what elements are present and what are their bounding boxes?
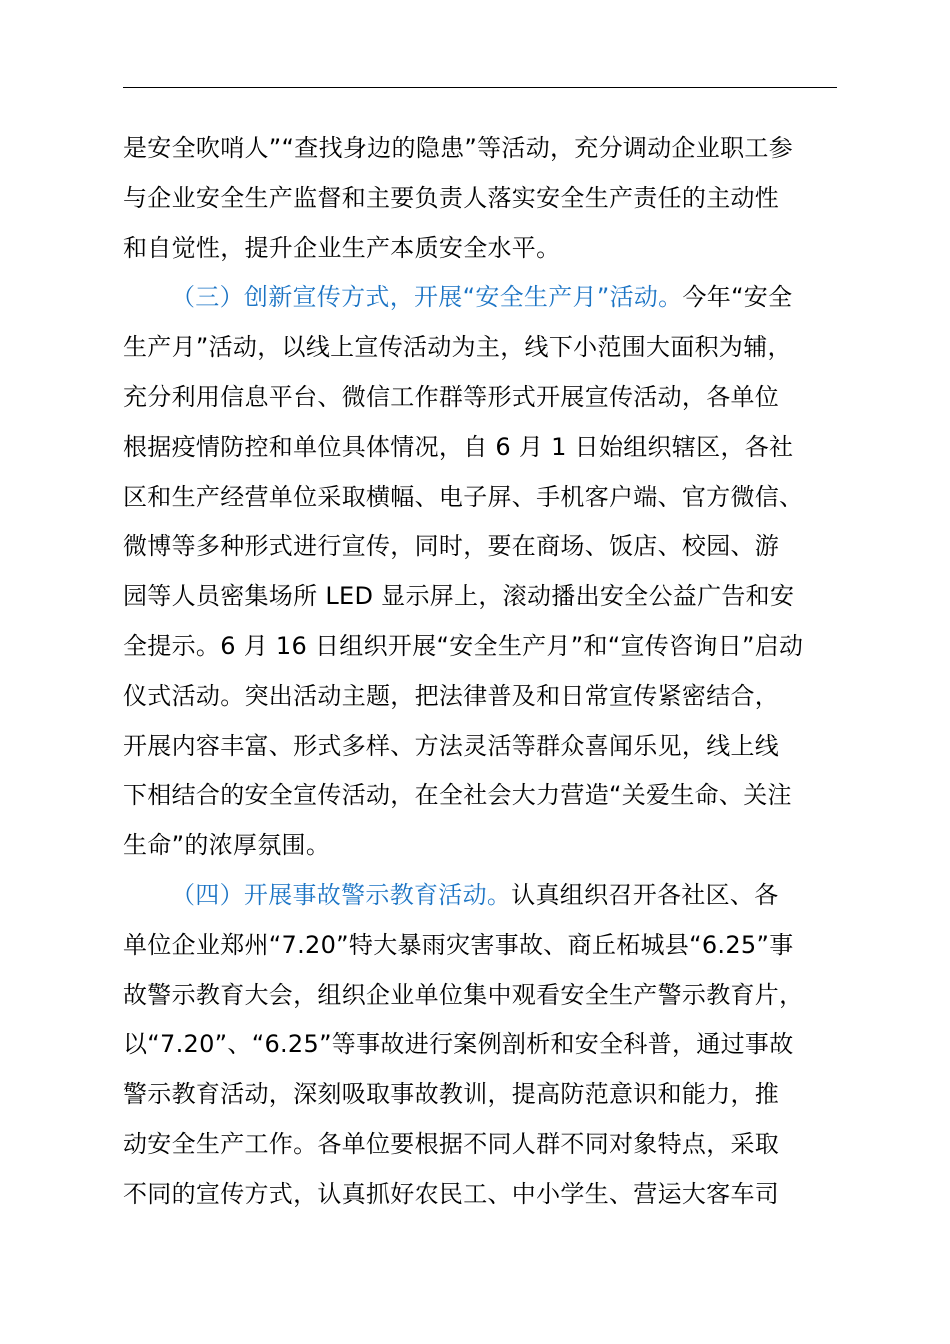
text-line: 不同的宣传方式，认真抓好农民工、中小学生、营运大客车司 (123, 1179, 780, 1208)
text-line: 充分利用信息平台、微信工作群等形式开展宣传活动，各单位 (123, 382, 780, 411)
text-line: 生产月”活动，以线上宣传活动为主，线下小范围大面积为辅， (123, 333, 792, 362)
text-line: 警示教育活动，深刻吸取事故教训，提高防范意识和能力，推 (123, 1080, 780, 1109)
text-line: 故警示教育大会，组织企业单位集中观看安全生产警示教育片， (123, 980, 804, 1009)
text-line: 微博等多种形式进行宣传，同时，要在商场、饭店、校园、游 (123, 532, 780, 561)
paragraph-section-3 (123, 273, 837, 323)
text-line: 和自觉性，提升企业生产本质安全水平。 (123, 233, 561, 262)
text-line: 区和生产经营单位采取横幅、电子屏、手机客户端、官方微信、 (123, 482, 804, 511)
header-rule (123, 87, 837, 88)
section-heading-4: （四）开展事故警示教育活动。 (171, 880, 512, 909)
document-body (123, 124, 837, 1220)
section-heading-3: （三）创新宣传方式，开展“安全生产月”活动。 (171, 283, 683, 312)
text-span: 今年“安全 (682, 283, 793, 312)
text-line: 仪式活动。突出活动主题，把法律普及和日常宣传紧密结合， (123, 681, 780, 710)
text-line: 根据疫情防控和单位具体情况，自 6 月 1 日始组织辖区，各社 (123, 432, 794, 461)
text-line: 开展内容丰富、形式多样、方法灵活等群众喜闻乐见，线上线 (123, 731, 780, 760)
text-line: 单位企业郑州“7.20”特大暴雨灾害事故、商丘柘城县“6.25”事 (123, 930, 794, 959)
text-line: 是安全吹哨人”“查找身边的隐患”等活动，充分调动企业职工参 (123, 134, 793, 162)
text-line: 动安全生产工作。各单位要根据不同人群不同对象特点，采取 (123, 1129, 780, 1158)
text-line: 全提示。6 月 16 日组织开展“安全生产月”和“宣传咨询日”启动 (123, 631, 804, 660)
paragraph-section-4 (123, 871, 837, 921)
text-line: 以“7.20”、“6.25”等事故进行案例剖析和安全科普，通过事故 (123, 1030, 794, 1059)
text-line: 与企业安全生产监督和主要负责人落实安全生产责任的主动性 (123, 183, 780, 212)
text-line: 园等人员密集场所 LED 显示屏上，滚动播出安全公益广告和安 (123, 582, 795, 611)
text-line: 生命”的浓厚氛围。 (123, 831, 331, 860)
text-span: 认真组织召开各社区、各 (511, 880, 779, 909)
text-line: 下相结合的安全宣传活动，在全社会大力营造“关爱生命、关注 (123, 781, 792, 810)
